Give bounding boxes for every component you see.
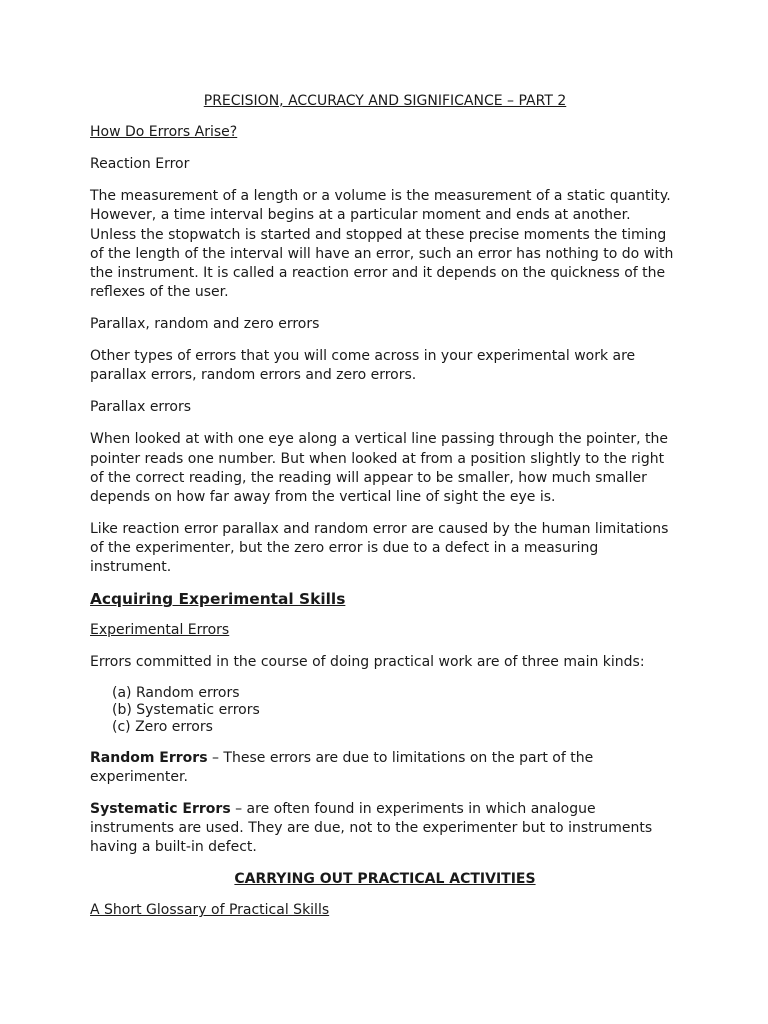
document-title: PRECISION, ACCURACY AND SIGNIFICANCE – PART 2 (203, 93, 567, 109)
error-kinds-list (112, 685, 680, 736)
document-page (90, 92, 680, 933)
label-parallax-errors: Parallax errors (90, 399, 192, 416)
subheading-how-errors-arise: How Do Errors Arise? (90, 124, 238, 141)
paragraph-reaction-error: The measurement of a length or a volume is the measurement of a static quantity. However, a time interval begins at a particular moment and ends at another. Unless the stopwatch is started and stopped at these precise moments the timing of the length of the interval will have an error, such an error has nothing to do with the instrument. It is called a reaction error and it depends on the quickness of the reflexes of the user. (90, 188, 674, 301)
heading-carrying-out-activities: CARRYING OUT PRACTICAL ACTIVITIES (234, 871, 536, 888)
label-reaction-error: Reaction Error (90, 156, 190, 173)
paragraph-random-errors (90, 749, 680, 787)
paragraph-like-reaction: Like reaction error parallax and random error are caused by the human limitations of the experimenter, but the zero error is due to a defect in a measuring instrument. (90, 521, 669, 576)
label-parallax-random-zero: Parallax, random and zero errors (90, 316, 320, 333)
subheading-experimental-errors: Experimental Errors (90, 621, 230, 638)
paragraph-systematic-errors (90, 800, 680, 858)
section-heading-acquiring-skills: Acquiring Experimental Skills (90, 590, 346, 609)
subheading-glossary: A Short Glossary of Practical Skills (90, 902, 330, 919)
definition-random-errors: – These errors are due to limitations on the part of the experimenter. (90, 749, 594, 785)
paragraph-other-types: Other types of errors that you will come across in your experimental work are parallax errors, random errors and zero errors. (90, 348, 636, 384)
term-systematic-errors: Systematic Errors (90, 800, 231, 817)
term-random-errors: Random Errors (90, 749, 208, 766)
definition-systematic-errors: – are often found in experiments in which analogue instruments are used. They are due, not to the experimenter but to instruments having a built-in defect. (90, 800, 653, 856)
list-item: (a) Random errors (112, 684, 240, 701)
list-item: (c) Zero errors (112, 718, 213, 735)
paragraph-errors-committed: Errors committed in the course of doing practical work are of three main kinds: (90, 653, 645, 670)
paragraph-parallax: When looked at with one eye along a vertical line passing through the pointer, the pointer reads one number. But when looked at from a position slightly to the right of the correct reading, the reading will appear to be smaller, how much smaller depends on how far away from the vertical line of sight the eye is. (90, 431, 668, 506)
list-item: (b) Systematic errors (112, 701, 260, 718)
